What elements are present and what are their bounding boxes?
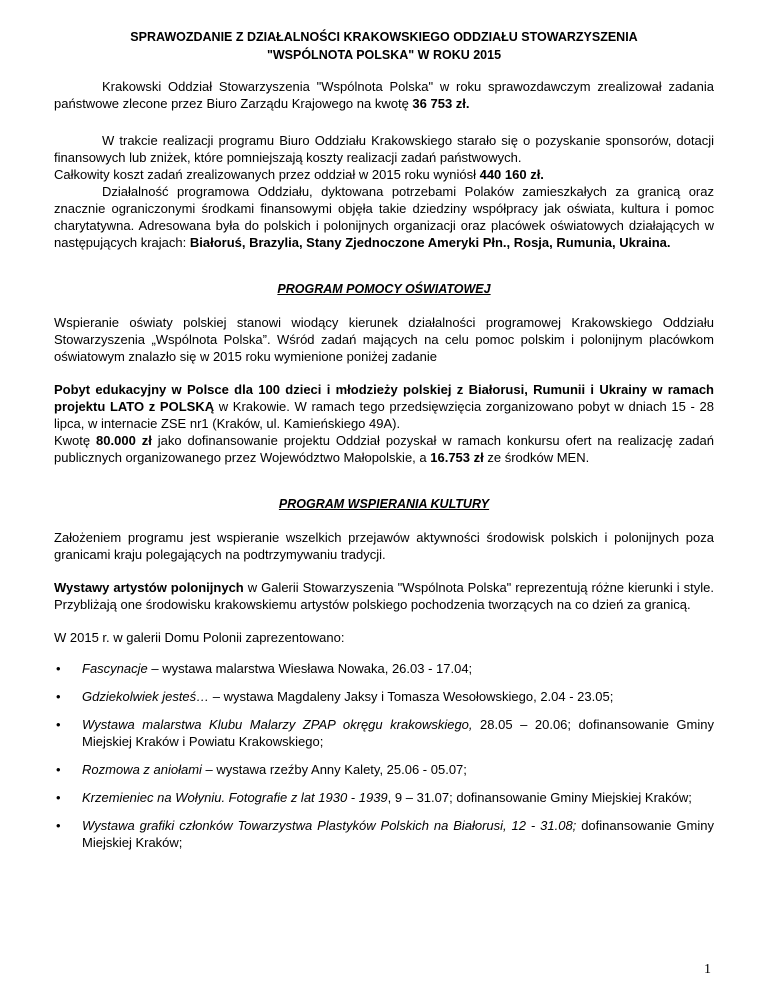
exhibition-details: – wystawa malarstwa Wiesława Nowaka, 26.03 - 17.04;	[147, 661, 473, 676]
intro-p3-text: Całkowity koszt zadań zrealizowanych przez oddział w 2015 roku wyniósł	[54, 167, 480, 182]
document-page	[54, 28, 714, 862]
education-p3-amount-1: 80.000 zł	[96, 433, 152, 448]
culture-paragraph-3: W 2015 r. w galerii Domu Polonii zaprezentowano:	[54, 630, 345, 645]
culture-heading: PROGRAM WSPIERANIA KULTURY	[278, 497, 490, 511]
bullet-icon: •	[56, 762, 61, 777]
bullet-icon: •	[56, 818, 61, 833]
list-item	[54, 688, 714, 705]
exhibition-details: 28.05 – 20.06; dofinansowanie Gminy Miejskiej Kraków i Powiatu Krakowskiego;	[82, 717, 714, 749]
bullet-icon: •	[56, 790, 61, 805]
intro-p4-text: Działalność programowa Oddziału, dyktowana potrzebami Polaków zamieszkałych za granicą oraz znacznie ograniczonymi środkami finansowymi objęła takie dziedziny współpracy jak oświata, kultura i pomoc charytatywna. Adresowana była do polskich i polonijnych organizacji oraz placówek oświatowych działających w następujących krajach:	[54, 184, 714, 250]
education-paragraph-3	[54, 432, 714, 466]
culture-p2-text: w Galerii Stowarzyszenia "Wspólnota Polska" reprezentują różne kierunki i style. Przybliżają one środowisku krakowskiemu artystów polskiego pochodzenia tworzących na co dzień za granicą.	[54, 580, 714, 612]
intro-paragraph-2: W trakcie realizacji programu Biuro Oddziału Krakowskiego starało się o pozyskanie sponsorów, dotacji finansowych lub zniżek, które pomniejszają koszty realizacji zadań państwowych.	[54, 133, 714, 165]
education-p3-c: ze środków MEN.	[483, 450, 590, 465]
education-p3-a: Kwotę	[54, 433, 97, 448]
culture-paragraph-2	[54, 579, 714, 613]
exhibition-details: – wystawa rzeźby Anny Kalety, 25.06 - 05.07;	[201, 762, 467, 777]
exhibition-details: , 9 – 31.07; dofinansowanie Gminy Miejskiej Kraków;	[387, 790, 692, 805]
education-p2-text: w Krakowie. W ramach tego przedsięwzięcia zorganizowano pobyt w dniach 15 - 28 lipca, w internacie ZSE nr1 (Kraków, ul. Kamieńskiego 49A).	[54, 399, 714, 431]
list-item	[54, 789, 714, 806]
list-item	[54, 761, 714, 778]
culture-paragraph-1: Założeniem programu jest wspieranie wszelkich przejawów aktywności środowisk polskich i polonijnych poza granicami kraju polegających na podtrzymywaniu tradycji.	[54, 530, 714, 562]
intro-p1-amount: 36 753 zł.	[412, 96, 470, 111]
bullet-icon: •	[56, 689, 61, 704]
bullet-icon: •	[56, 717, 61, 732]
education-p3-amount-2: 16.753 zł	[430, 450, 484, 465]
education-p2-bold: Pobyt edukacyjny w Polsce dla 100 dzieci i młodzieży polskiej z Białorusi, Rumunii i Ukrainy w ramach projektu LATO z POLSKĄ	[54, 382, 714, 414]
page-number: 1	[704, 962, 711, 977]
intro-p4-countries: Białoruś, Brazylia, Stany Zjednoczone Ameryki Płn., Rosja, Rumunia, Ukraina.	[189, 235, 671, 250]
title-line-1: SPRAWOZDANIE Z DZIAŁALNOŚCI KRAKOWSKIEGO ODDZIAŁU STOWARZYSZENIA	[130, 30, 638, 44]
education-p3-b: jako dofinansowanie projektu Oddział pozyskał w ramach konkursu ofert na realizację zadań publicznych organizowanego przez Województwo Małopolskie, a	[54, 433, 714, 465]
intro-paragraph-1	[54, 78, 714, 112]
list-item	[54, 817, 714, 851]
intro-paragraph-4	[54, 183, 714, 251]
list-item	[54, 660, 714, 677]
exhibition-title: Gdziekolwiek jesteś…	[82, 689, 210, 704]
bullet-icon: •	[56, 661, 61, 676]
education-paragraph-2	[54, 381, 714, 432]
title-line-2: "WSPÓLNOTA POLSKA" W ROKU 2015	[266, 48, 502, 62]
culture-p2-bold: Wystawy artystów polonijnych	[54, 580, 244, 595]
exhibition-title: Krzemieniec na Wołyniu. Fotografie z lat 1930 - 1939	[82, 790, 388, 805]
list-item	[54, 716, 714, 750]
document-title	[54, 28, 714, 64]
exhibition-title: Wystawa grafiki członków Towarzystwa Plastyków Polskich na Białorusi, 12 - 31.08;	[82, 818, 577, 833]
exhibition-details: – wystawa Magdaleny Jaksy i Tomasza Wesołowskiego, 2.04 - 23.05;	[209, 689, 614, 704]
intro-paragraph-3	[54, 166, 714, 183]
intro-p3-amount: 440 160 zł.	[479, 167, 544, 182]
intro-p1-text: Krakowski Oddział Stowarzyszenia "Wspólnota Polska" w roku sprawozdawczym zrealizował zadania państwowe zlecone przez Biuro Zarządu Krajowego na kwotę	[54, 79, 714, 111]
education-heading: PROGRAM POMOCY OŚWIATOWEJ	[277, 282, 491, 296]
exhibition-list	[54, 660, 714, 851]
exhibition-title: Rozmowa z aniołami	[82, 762, 202, 777]
exhibition-details: dofinansowanie Gminy Miejskiej Kraków;	[82, 818, 714, 850]
exhibition-title: Fascynacje	[82, 661, 148, 676]
education-paragraph-1: Wspieranie oświaty polskiej stanowi wiodący kierunek działalności programowej Krakowskiego Oddziału Stowarzyszenia „Wspólnota Polska”. Wśród zadań mających na celu pomoc polskim i polonijnym placówkom oświatowym znalazło się w 2015 roku wymienione poniżej zadanie	[54, 315, 714, 364]
exhibition-title: Wystawa malarstwa Klubu Malarzy ZPAP okręgu krakowskiego,	[82, 717, 473, 732]
